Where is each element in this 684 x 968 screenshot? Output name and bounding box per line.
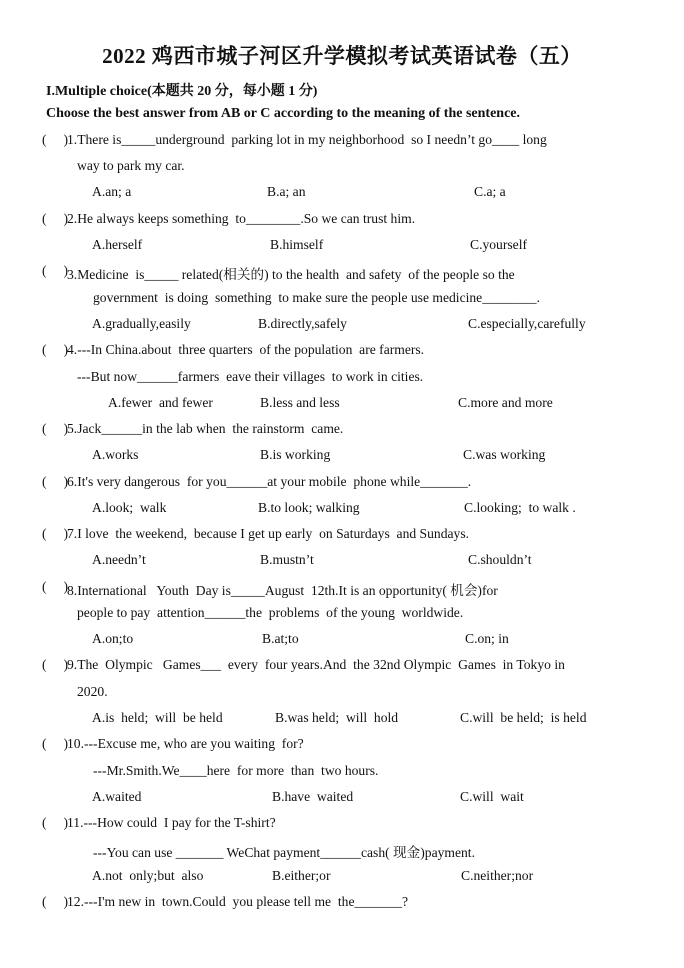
- answer-option: B.directly,safely: [258, 316, 347, 331]
- answer-option: A.look; walk: [92, 500, 167, 515]
- question-text: ---But now______farmers eave their villages to work in cities.: [77, 369, 424, 384]
- answer-option: A.works: [92, 447, 139, 462]
- answer-option: B.to look; walking: [258, 500, 360, 515]
- answer-blank[interactable]: ( ): [42, 132, 69, 147]
- answer-option: B.is working: [260, 447, 331, 462]
- answer-blank[interactable]: ( ): [42, 474, 69, 489]
- answer-blank[interactable]: ( ): [42, 526, 69, 541]
- question-text: 1.There is_____underground parking lot in my neighborhood so I needn’t go____ long: [67, 132, 547, 147]
- answer-option: C.neither;nor: [461, 868, 534, 883]
- question-text: 8.International Youth Day is_____August 12th.It is an opportunity( 机会)for: [67, 583, 498, 598]
- question-text: people to pay attention______the problems of the young worldwide.: [77, 605, 464, 620]
- answer-option: B.was held; will hold: [275, 710, 399, 725]
- answer-option: A.an; a: [92, 184, 132, 199]
- answer-option: B.mustn’t: [260, 552, 314, 567]
- answer-blank[interactable]: ( ): [42, 894, 69, 909]
- answer-option: C.will wait: [460, 789, 524, 804]
- answer-option: C.will be held; is held: [460, 710, 587, 725]
- section-title: I.Multiple choice(本题共 20 分，每小题 1 分): [46, 84, 318, 99]
- answer-blank[interactable]: ( ): [42, 815, 69, 830]
- answer-blank[interactable]: ( ): [42, 421, 69, 436]
- question-text: ---Mr.Smith.We____here for more than two hours.: [93, 763, 379, 778]
- answer-option: B.either;or: [272, 868, 331, 883]
- answer-option: A.is held; will be held: [92, 710, 223, 725]
- answer-option: B.a; an: [267, 184, 306, 199]
- answer-option: B.have waited: [272, 789, 354, 804]
- question-text: 5.Jack______in the lab when the rainstorm came.: [67, 421, 344, 436]
- answer-option: A.herself: [92, 237, 143, 252]
- question-text: 6.It's very dangerous for you______at your mobile phone while_______.: [67, 474, 472, 489]
- answer-option: C.yourself: [470, 237, 528, 252]
- answer-option: A.not only;but also: [92, 868, 204, 883]
- answer-option: C.a; a: [474, 184, 506, 199]
- answer-option: C.especially,carefully: [468, 316, 586, 331]
- answer-blank[interactable]: ( ): [42, 342, 69, 357]
- answer-blank[interactable]: ( ): [42, 579, 69, 594]
- answer-blank[interactable]: ( ): [42, 657, 69, 672]
- answer-option: A.fewer and fewer: [108, 395, 213, 410]
- question-text: 9.The Olympic Games___ every four years.And the 32nd Olympic Games in Tokyo in: [67, 657, 565, 672]
- answer-blank[interactable]: ( ): [42, 736, 69, 751]
- answer-option: C.more and more: [458, 395, 553, 410]
- answer-blank[interactable]: ( ): [42, 263, 69, 278]
- answer-option: A.needn’t: [92, 552, 146, 567]
- page-title: 2022 鸡西市城子河区升学模拟考试英语试卷（五）: [102, 44, 582, 68]
- answer-option: B.himself: [270, 237, 324, 252]
- answer-option: C.on; in: [465, 631, 509, 646]
- answer-option: A.waited: [92, 789, 142, 804]
- question-text: 2.He always keeps something to________.So we can trust him.: [67, 211, 416, 226]
- instruction: Choose the best answer from AB or C according to the meaning of the sentence.: [46, 106, 521, 121]
- answer-option: C.looking; to walk .: [464, 500, 576, 515]
- question-text: 7.I love the weekend, because I get up early on Saturdays and Sundays.: [67, 526, 470, 541]
- question-text: 10.---Excuse me, who are you waiting for?: [67, 736, 304, 751]
- answer-blank[interactable]: ( ): [42, 211, 69, 226]
- question-text: 11.---How could I pay for the T-shirt?: [67, 815, 276, 830]
- answer-option: C.shouldn’t: [468, 552, 532, 567]
- question-text: 2020.: [77, 684, 108, 699]
- question-text: government is doing something to make sure the people use medicine________.: [93, 290, 540, 305]
- answer-option: B.at;to: [262, 631, 299, 646]
- answer-option: A.on;to: [92, 631, 134, 646]
- question-text: ---You can use _______ WeChat payment______cash( 现金)payment.: [93, 845, 475, 860]
- question-text: 3.Medicine is_____ related(相关的) to the health and safety of the people so the: [67, 267, 515, 282]
- answer-option: A.gradually,easily: [92, 316, 191, 331]
- answer-option: C.was working: [463, 447, 546, 462]
- question-text: 4.---In China.about three quarters of the population are farmers.: [67, 342, 425, 357]
- answer-option: B.less and less: [260, 395, 340, 410]
- question-text: way to park my car.: [77, 158, 185, 173]
- question-text: 12.---I'm new in town.Could you please tell me the_______?: [67, 894, 409, 909]
